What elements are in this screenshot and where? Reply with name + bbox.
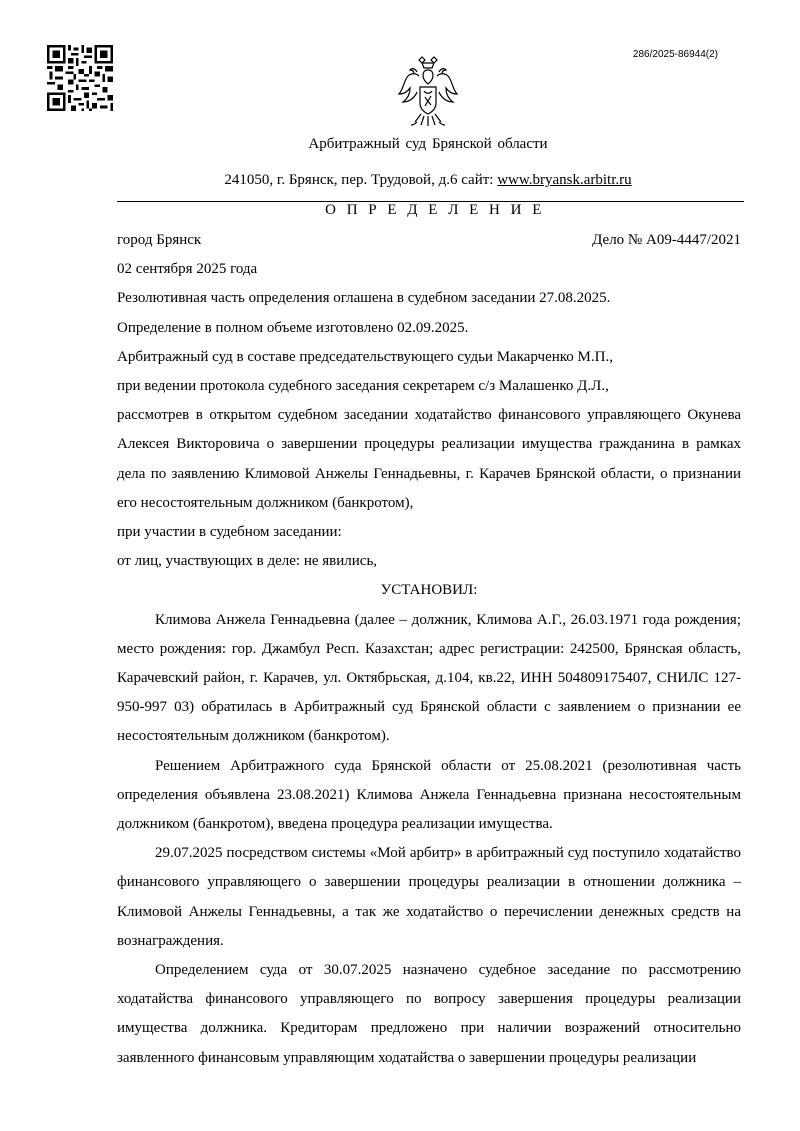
website-link[interactable]: www.bryansk.arbitr.ru <box>497 172 632 188</box>
intro-line: Определение в полном объеме изготовлено 02.09.2025. <box>117 319 469 336</box>
coat-of-arms-emblem <box>397 56 459 130</box>
intro-line: Резолютивная часть определения оглашена в судебном заседании 27.08.2025. <box>117 290 611 307</box>
body-paragraph: Климова Анжела Геннадьевна (далее – должник, Климова А.Г., 26.03.1971 года рождения; место рождения: гор. Джамбул Респ. Казахстан; адрес регистрации: 242500, Брянская область, Карачевский район, г. Карачев, ул. Октябрьская, д.104, кв.22, ИНН 504809175407, СНИЛС 127-950-997 03) обратилась в Арбитражный суд Брянской области с заявлением о признании ее несостоятельным должником (банкротом). <box>117 611 741 745</box>
body-paragraph: Определением суда от 30.07.2025 назначено судебное заседание по рассмотрению ходатайства финансового управляющего по вопросу завершения процедуры реализации имущества должника. Кредиторам предложено при наличии возражений относительно заявленного финансовым управляющим ходатайства о завершении процедуры реализации <box>117 962 741 1066</box>
intro-line: Арбитражный суд в составе председательствующего судьи Макарченко М.П., <box>117 348 613 365</box>
document-title: О П Р Е Д Е Л Е Н И Е <box>325 202 545 218</box>
intro-line: от лиц, участвующих в деле: не явились, <box>117 553 378 570</box>
court-name: Арбитражный суд Брянской области <box>308 136 548 152</box>
qr-code <box>47 45 113 111</box>
section-title: УСТАНОВИЛ: <box>380 582 478 599</box>
intro-line: при ведении протокола судебного заседания секретарем с/з Малашенко Д.Л., <box>117 378 609 395</box>
city: город Брянск <box>117 232 202 248</box>
body-paragraph: 29.07.2025 посредством системы «Мой арбитр» в арбитражный суд поступило ходатайство финансового управляющего о завершении процедуры реализации в отношении должника – Климовой Анжелы Геннадьевны, а так же ходатайство о перечислении денежных средств на вознаграждения. <box>117 845 741 949</box>
document-date: 02 сентября 2025 года <box>117 261 258 278</box>
body-paragraph: Решением Арбитражного суда Брянской области от 25.08.2021 (резолютивная часть определения объявлена 23.08.2021) Климова Анжела Геннадьевна признана несостоятельным должником (банкротом), введена процедура реализации имущества. <box>117 757 741 833</box>
address-text: 241050, г. Брянск, пер. Трудовой, д.6 сайт: <box>224 172 498 188</box>
case-number: Дело № А09-4447/2021 <box>592 232 741 248</box>
document-body <box>117 226 741 1073</box>
court-address <box>0 172 800 189</box>
intro-line: при участии в судебном заседании: <box>117 524 342 541</box>
city-case-row <box>117 226 741 255</box>
intro-paragraph: рассмотрев в открытом судебном заседании ходатайство финансового управляющего Окунева Алексея Викторовича о завершении процедуры реализации имущества гражданина в рамках дела по заявлению Климовой Анжелы Геннадьевны, г. Карачев Брянской области, о признании его несостоятельным должником (банкротом), <box>117 407 741 511</box>
document-id: 286/2025-86944(2) <box>632 49 718 60</box>
